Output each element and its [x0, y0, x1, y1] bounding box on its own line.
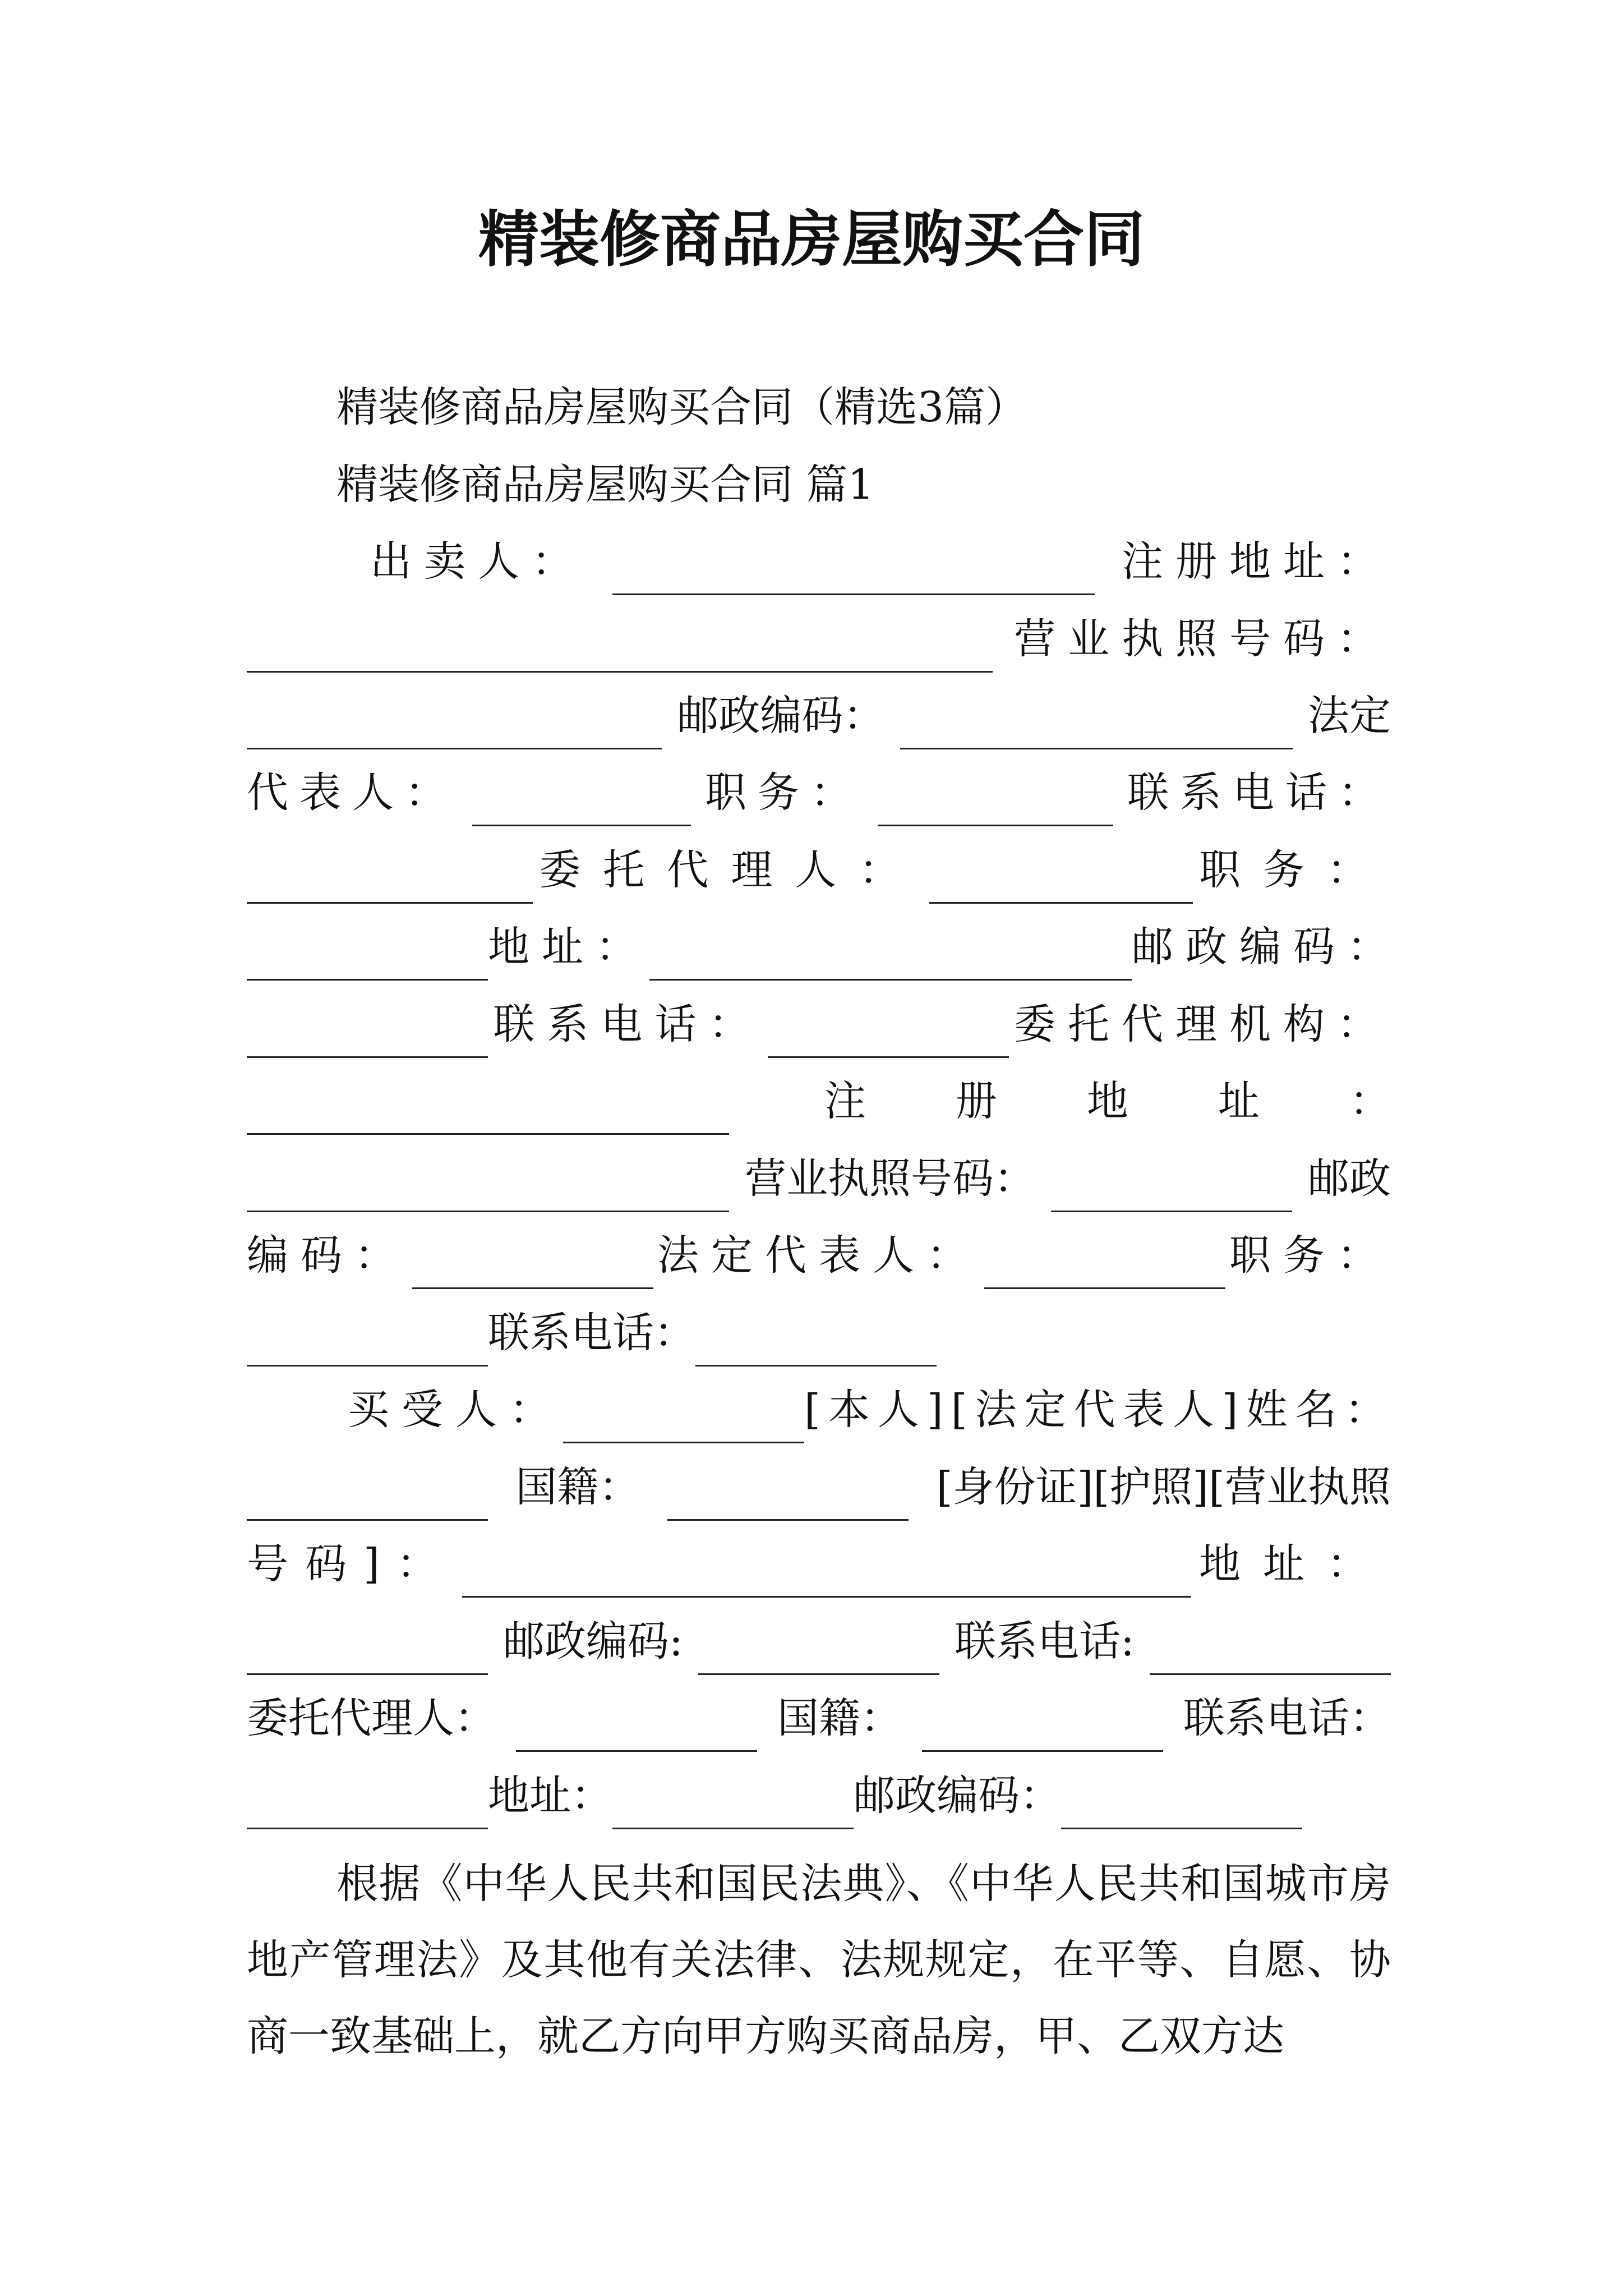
buyer-nationality-blank[interactable]	[667, 1485, 909, 1521]
seller-agency-license-blank[interactable]	[1051, 1177, 1292, 1212]
buyer-phone-label: 联系电话:	[955, 1617, 1135, 1665]
form-row	[247, 1692, 1391, 1760]
buyer-label: 买受人：	[348, 1386, 563, 1434]
seller-agency-phone-blank[interactable]	[695, 1331, 937, 1366]
seller-agency-legal-rep-blank[interactable]	[984, 1254, 1225, 1289]
body-paragraph: 根据《中华人民共和国民法典》、《中华人民共和国城市房地产管理法》及其他有关法律、法规规定，在平等、自愿、协商一致基础上，就乙方向甲方购买商品房，甲、乙双方达	[247, 1860, 1391, 2060]
form-row	[247, 1307, 1391, 1374]
seller-postcode-label: 邮政编码：	[677, 692, 885, 740]
seller-agency-position-blank[interactable]	[247, 1331, 488, 1366]
form-row	[247, 1384, 1394, 1451]
buyer-phone-blank[interactable]	[1150, 1640, 1391, 1675]
seller-agent-position-label: 职务：	[1198, 846, 1391, 894]
form-row	[247, 921, 1401, 988]
buyer-agent-label: 委托代理人：	[247, 1694, 496, 1742]
seller-agency-address-blank[interactable]	[247, 1177, 729, 1212]
form-row	[247, 536, 1391, 603]
seller-name-blank[interactable]	[612, 560, 1095, 595]
seller-agent-blank[interactable]	[929, 868, 1193, 904]
buyer-agent-address-label: 地址：	[488, 1772, 612, 1820]
buyer-id-number-blank[interactable]	[462, 1562, 1191, 1598]
seller-agency-postcode-label-a: 邮政	[1308, 1154, 1391, 1203]
document-title: 精装修商品房屋购买合同	[478, 205, 1145, 275]
form-row	[247, 1230, 1391, 1297]
form-row	[247, 613, 1391, 680]
seller-license-blank[interactable]	[247, 714, 662, 749]
seller-agency-blank[interactable]	[247, 1099, 729, 1135]
buyer-name-blank[interactable]	[247, 1485, 488, 1521]
seller-label: 出卖人：	[370, 537, 585, 586]
seller-phone-label: 联系电话：	[1127, 769, 1391, 817]
section-heading: 精装修商品房屋购买合同 篇1	[336, 461, 874, 509]
form-row	[247, 844, 1391, 912]
seller-agent-phone-label: 联系电话：	[493, 1000, 763, 1048]
buyer-postcode-blank[interactable]	[698, 1640, 939, 1675]
seller-position-label: 职务：	[705, 769, 863, 817]
subtitle: 精装修商品房屋购买合同（精选3篇）	[336, 383, 1027, 431]
seller-agency-label: 委托代理机构：	[1013, 1000, 1391, 1048]
seller-postcode-blank[interactable]	[900, 714, 1293, 749]
form-row	[247, 767, 1391, 834]
seller-agent-label: 委托代理人：	[539, 846, 923, 894]
seller-legal-rep-label-a: 法定	[1307, 692, 1391, 740]
buyer-agent-blank[interactable]	[516, 1717, 757, 1752]
buyer-blank[interactable]	[563, 1408, 804, 1443]
seller-agent-phone-blank[interactable]	[768, 1023, 1009, 1058]
seller-agency-address-label: 注册地址：	[824, 1077, 1481, 1125]
buyer-postcode-label: 邮政编码:	[503, 1617, 683, 1665]
seller-address-label: 注册地址：	[1122, 537, 1391, 586]
seller-agency-postcode-label-b: 编码：	[247, 1231, 408, 1280]
buyer-agent-nationality-label: 国籍：	[777, 1694, 902, 1742]
buyer-agent-nationality-blank[interactable]	[922, 1717, 1163, 1752]
form-row	[247, 1770, 1391, 1837]
buyer-agent-phone-blank[interactable]	[247, 1794, 488, 1829]
seller-agency-position-label: 职务：	[1229, 1231, 1391, 1280]
subtitle-line	[247, 381, 1391, 449]
seller-agent-postcode-label: 邮政编码：	[1132, 923, 1401, 971]
heading-line	[247, 459, 1391, 526]
seller-agency-license-label: 营业执照号码：	[745, 1154, 1035, 1203]
seller-phone-blank[interactable]	[247, 868, 533, 904]
seller-agency-legal-rep-label: 法定代表人：	[657, 1231, 980, 1280]
seller-legal-rep-label-b: 代表人：	[247, 769, 458, 817]
seller-legal-rep-blank[interactable]	[472, 791, 691, 826]
form-row	[247, 690, 1391, 757]
buyer-id-number-label: 号码]：	[247, 1540, 455, 1588]
form-row	[247, 1075, 1481, 1143]
seller-license-label: 营业执照号码：	[1014, 615, 1391, 663]
seller-agent-postcode-blank[interactable]	[247, 1023, 488, 1058]
seller-position-blank[interactable]	[878, 791, 1113, 826]
buyer-nationality-label: 国籍：	[515, 1463, 640, 1511]
buyer-address-blank[interactable]	[247, 1640, 488, 1675]
seller-agency-postcode-blank[interactable]	[412, 1254, 653, 1289]
seller-agent-address-label: 地址：	[488, 923, 649, 971]
buyer-agent-postcode-label: 邮政编码：	[854, 1772, 1061, 1820]
buyer-agent-postcode-blank[interactable]	[1061, 1794, 1302, 1829]
form-row	[247, 1616, 1391, 1683]
seller-agency-phone-label: 联系电话：	[488, 1309, 695, 1357]
form-row	[247, 999, 1391, 1066]
buyer-agent-phone-label: 联系电话：	[1183, 1694, 1391, 1742]
buyer-id-type-label: [身份证][护照][营业执照	[936, 1463, 1391, 1511]
seller-address-blank[interactable]	[247, 637, 993, 673]
seller-agent-address-blank[interactable]	[649, 945, 1132, 981]
buyer-name-label: [本人][法定代表人]姓名：	[804, 1386, 1394, 1434]
form-row	[247, 1461, 1391, 1529]
buyer-agent-address-blank[interactable]	[612, 1794, 854, 1829]
form-row	[247, 1153, 1391, 1220]
buyer-address-label: 地址：	[1199, 1540, 1391, 1588]
seller-agent-position-blank[interactable]	[247, 945, 488, 981]
form-row	[247, 1538, 1391, 1605]
